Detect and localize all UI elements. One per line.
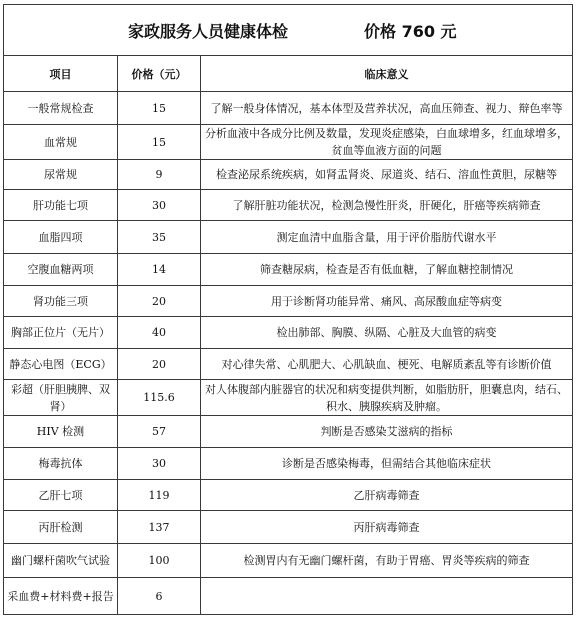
item-cell: 丙肝检测 <box>4 511 118 544</box>
table-row <box>4 578 573 615</box>
price-cell: 14 <box>118 254 201 286</box>
total-price: 价格 760 元 <box>364 21 457 41</box>
price-cell: 35 <box>118 221 201 254</box>
table-row <box>4 511 573 544</box>
item-cell: 胸部正位片（无片） <box>4 317 118 349</box>
table-row <box>4 92 573 125</box>
meaning-cell: 对人体腹部内脏器官的状况和病变提供判断，如脂肪肝，胆囊息肉，结石、积水、胰腺疾病及肿瘤。 <box>201 380 573 416</box>
price-cell: 15 <box>118 92 201 125</box>
title-cell <box>4 5 573 56</box>
table-row <box>4 480 573 511</box>
item-cell: 彩超（肝胆胰脾、双肾） <box>4 380 118 416</box>
table-row <box>4 286 573 317</box>
title-row <box>4 5 573 56</box>
price-cell: 20 <box>118 286 201 317</box>
meaning-cell: 分析血液中各成分比例及数量，发现炎症感染，白血球增多，红血球增多，贫血等血液方面的问题 <box>201 125 573 160</box>
column-header-row <box>4 56 573 92</box>
meaning-cell: 检出肺部、胸膜、纵隔、心脏及大血管的病变 <box>201 317 573 349</box>
item-cell: 静态心电图（ECG） <box>4 349 118 380</box>
table-row <box>4 221 573 254</box>
item-cell: 采血费+材料费+报告 <box>4 578 118 615</box>
health-exam-table <box>3 4 573 615</box>
table-row <box>4 254 573 286</box>
price-cell: 9 <box>118 160 201 190</box>
item-cell: 尿常规 <box>4 160 118 190</box>
table-row <box>4 416 573 448</box>
meaning-cell: 检查泌尿系统疾病，如肾盂肾炎、尿道炎、结石、溶血性黄胆，尿糖等 <box>201 160 573 190</box>
column-header-item: 项目 <box>4 56 118 92</box>
meaning-cell: 检测胃内有无幽门螺杆菌，有助于胃癌、胃炎等疾病的筛查 <box>201 544 573 578</box>
meaning-cell: 乙肝病毒筛查 <box>201 480 573 511</box>
table-row <box>4 317 573 349</box>
price-cell: 30 <box>118 190 201 221</box>
item-cell: 肝功能七项 <box>4 190 118 221</box>
meaning-cell: 了解一般身体情况，基本体型及营养状况，高血压筛查、视力、辩色率等 <box>201 92 573 125</box>
price-cell: 119 <box>118 480 201 511</box>
meaning-cell: 了解肝脏功能状况，检测急慢性肝炎，肝硬化，肝癌等疾病筛查 <box>201 190 573 221</box>
table-row <box>4 544 573 578</box>
meaning-cell: 诊断是否感染梅毒，但需结合其他临床症状 <box>201 448 573 480</box>
price-cell: 100 <box>118 544 201 578</box>
meaning-cell: 测定血清中血脂含量，用于评价脂肪代谢水平 <box>201 221 573 254</box>
meaning-cell <box>201 578 573 615</box>
item-cell: 血脂四项 <box>4 221 118 254</box>
meaning-cell: 对心律失常、心肌肥大、心肌缺血、梗死、电解质紊乱等有诊断价值 <box>201 349 573 380</box>
meaning-cell: 筛查糖尿病，检查是否有低血糖，了解血糖控制情况 <box>201 254 573 286</box>
page-title: 家政服务人员健康体检 <box>128 21 289 41</box>
meaning-cell: 丙肝病毒筛查 <box>201 511 573 544</box>
item-cell: 一般常规检查 <box>4 92 118 125</box>
item-cell: 幽门螺杆菌吹气试验 <box>4 544 118 578</box>
price-cell: 6 <box>118 578 201 615</box>
item-cell: HIV 检测 <box>4 416 118 448</box>
price-cell: 20 <box>118 349 201 380</box>
price-cell: 40 <box>118 317 201 349</box>
table-row <box>4 190 573 221</box>
item-cell: 空腹血糖两项 <box>4 254 118 286</box>
table-row <box>4 125 573 160</box>
meaning-cell: 判断是否感染艾滋病的指标 <box>201 416 573 448</box>
price-cell: 57 <box>118 416 201 448</box>
column-header-meaning: 临床意义 <box>201 56 573 92</box>
item-cell: 梅毒抗体 <box>4 448 118 480</box>
meaning-cell: 用于诊断肾功能异常、痛风、高尿酸血症等病变 <box>201 286 573 317</box>
price-cell: 137 <box>118 511 201 544</box>
table-row <box>4 380 573 416</box>
price-cell: 30 <box>118 448 201 480</box>
price-cell: 115.6 <box>118 380 201 416</box>
table-row <box>4 160 573 190</box>
price-cell: 15 <box>118 125 201 160</box>
item-cell: 乙肝七项 <box>4 480 118 511</box>
table-row <box>4 349 573 380</box>
item-cell: 血常规 <box>4 125 118 160</box>
column-header-price: 价格（元） <box>118 56 201 92</box>
table-row <box>4 448 573 480</box>
item-cell: 肾功能三项 <box>4 286 118 317</box>
